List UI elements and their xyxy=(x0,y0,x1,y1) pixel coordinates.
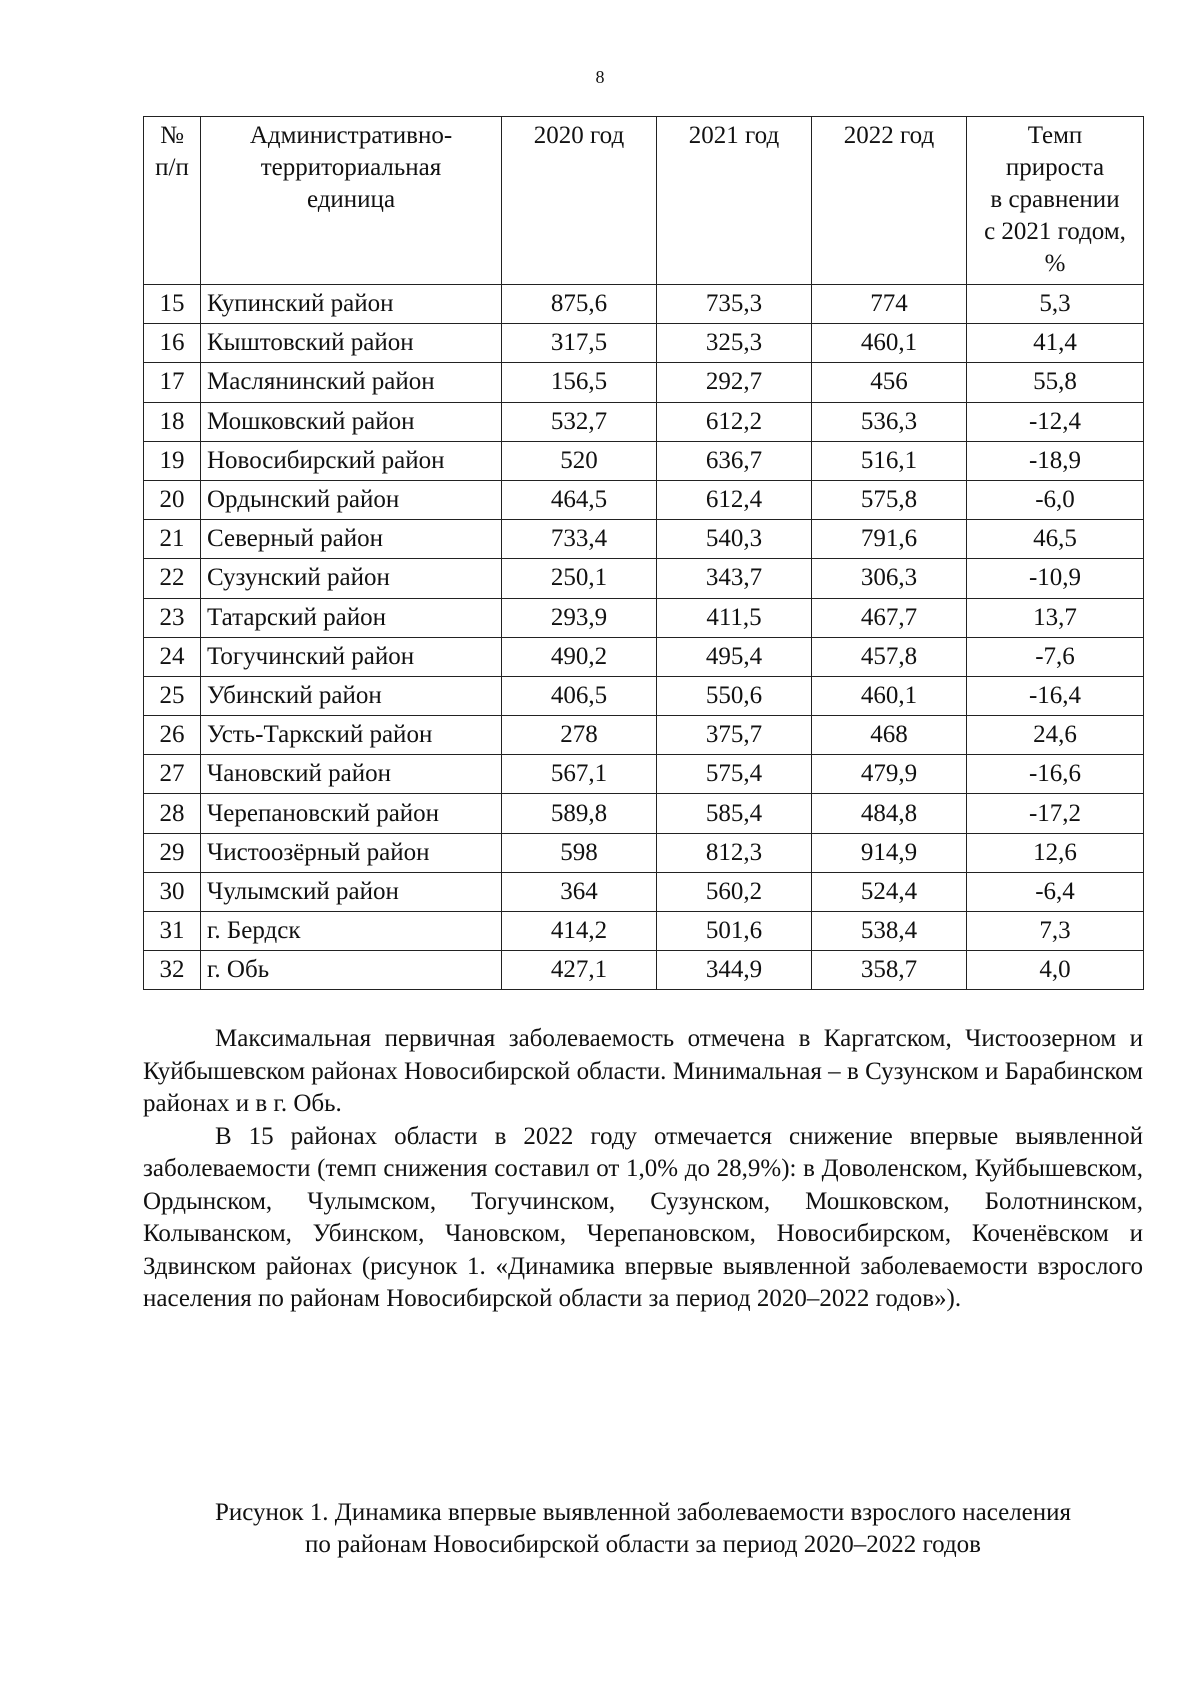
cell-name: Маслянинский район xyxy=(201,363,502,402)
cell-y2022: 456 xyxy=(812,363,967,402)
cell-y2022: 524,4 xyxy=(812,872,967,911)
cell-name: Чулымский район xyxy=(201,872,502,911)
cell-name: Черепановский район xyxy=(201,794,502,833)
cell-y2022: 516,1 xyxy=(812,441,967,480)
header-2022 xyxy=(812,117,967,285)
cell-rate: -6,4 xyxy=(967,872,1144,911)
cell-num: 18 xyxy=(144,402,201,441)
cell-y2022: 460,1 xyxy=(812,676,967,715)
table-row xyxy=(144,716,1144,755)
cell-name: г. Бердск xyxy=(201,912,502,951)
cell-rate: 4,0 xyxy=(967,951,1144,990)
cell-num: 16 xyxy=(144,324,201,363)
header-2020-label: 2020 год xyxy=(533,122,625,149)
cell-y2021: 612,2 xyxy=(657,402,812,441)
header-name xyxy=(201,117,502,285)
header-rate xyxy=(967,117,1144,285)
cell-y2021: 550,6 xyxy=(657,676,812,715)
header-2022-label: 2022 год xyxy=(843,122,935,149)
cell-y2021: 636,7 xyxy=(657,441,812,480)
cell-y2022: 358,7 xyxy=(812,951,967,990)
cell-y2022: 774 xyxy=(812,285,967,324)
cell-rate: 13,7 xyxy=(967,598,1144,637)
cell-y2020: 598 xyxy=(502,833,657,872)
cell-num: 31 xyxy=(144,912,201,951)
cell-y2020: 875,6 xyxy=(502,285,657,324)
cell-y2021: 812,3 xyxy=(657,833,812,872)
cell-name: Татарский район xyxy=(201,598,502,637)
cell-y2020: 733,4 xyxy=(502,520,657,559)
cell-y2020: 250,1 xyxy=(502,559,657,598)
cell-rate: 24,6 xyxy=(967,716,1144,755)
table-row xyxy=(144,363,1144,402)
cell-y2022: 484,8 xyxy=(812,794,967,833)
table-row xyxy=(144,402,1144,441)
header-rate-label: Темп прироста в сравнении с 2021 годом, % xyxy=(984,122,1126,277)
cell-y2022: 468 xyxy=(812,716,967,755)
cell-name: Мошковский район xyxy=(201,402,502,441)
table-row xyxy=(144,285,1144,324)
cell-rate: 7,3 xyxy=(967,912,1144,951)
cell-name: Новосибирский район xyxy=(201,441,502,480)
cell-y2021: 585,4 xyxy=(657,794,812,833)
figure-caption-line-2: по районам Новосибирской области за период 2020–2022 годов xyxy=(305,1531,981,1558)
table-header-row xyxy=(144,117,1144,285)
cell-rate: 5,3 xyxy=(967,285,1144,324)
cell-y2021: 375,7 xyxy=(657,716,812,755)
cell-y2021: 495,4 xyxy=(657,637,812,676)
cell-num: 24 xyxy=(144,637,201,676)
header-num-label: № п/п xyxy=(155,122,189,181)
cell-num: 21 xyxy=(144,520,201,559)
table-row xyxy=(144,676,1144,715)
cell-name: Чистоозёрный район xyxy=(201,833,502,872)
cell-num: 32 xyxy=(144,951,201,990)
cell-y2020: 520 xyxy=(502,441,657,480)
cell-y2021: 411,5 xyxy=(657,598,812,637)
cell-y2020: 589,8 xyxy=(502,794,657,833)
cell-rate: -6,0 xyxy=(967,480,1144,519)
paragraph-1: Максимальная первичная заболеваемость отмечена в Каргатском, Чистоозерном и Куйбышевском районах Новосибирской области. Минимальная – в Сузунском и Барабинском районах и в г. Обь. xyxy=(143,1025,1143,1117)
figure-caption-line-1: Рисунок 1. Динамика впервые выявленной заболеваемости взрослого населения xyxy=(214,1499,1072,1526)
figure-caption xyxy=(143,1497,1143,1561)
cell-y2020: 293,9 xyxy=(502,598,657,637)
cell-name: Кыштовский район xyxy=(201,324,502,363)
page-number: 8 xyxy=(595,67,605,87)
cell-y2020: 427,1 xyxy=(502,951,657,990)
cell-y2022: 467,7 xyxy=(812,598,967,637)
table-row xyxy=(144,637,1144,676)
cell-num: 26 xyxy=(144,716,201,755)
cell-rate: -16,4 xyxy=(967,676,1144,715)
table-row xyxy=(144,441,1144,480)
table-row xyxy=(144,951,1144,990)
cell-rate: 55,8 xyxy=(967,363,1144,402)
table-row xyxy=(144,833,1144,872)
cell-num: 25 xyxy=(144,676,201,715)
cell-y2021: 501,6 xyxy=(657,912,812,951)
cell-name: Купинский район xyxy=(201,285,502,324)
cell-y2021: 735,3 xyxy=(657,285,812,324)
cell-y2022: 479,9 xyxy=(812,755,967,794)
cell-y2020: 406,5 xyxy=(502,676,657,715)
cell-y2021: 343,7 xyxy=(657,559,812,598)
cell-y2020: 490,2 xyxy=(502,637,657,676)
cell-y2020: 278 xyxy=(502,716,657,755)
cell-y2022: 575,8 xyxy=(812,480,967,519)
cell-rate: -18,9 xyxy=(967,441,1144,480)
cell-rate: -17,2 xyxy=(967,794,1144,833)
cell-name: Чановский район xyxy=(201,755,502,794)
cell-rate: 41,4 xyxy=(967,324,1144,363)
cell-y2022: 457,8 xyxy=(812,637,967,676)
cell-y2022: 306,3 xyxy=(812,559,967,598)
cell-num: 15 xyxy=(144,285,201,324)
body-text xyxy=(143,1023,1143,1316)
header-num xyxy=(144,117,201,285)
cell-y2020: 414,2 xyxy=(502,912,657,951)
cell-y2022: 460,1 xyxy=(812,324,967,363)
cell-rate: -10,9 xyxy=(967,559,1144,598)
cell-y2021: 575,4 xyxy=(657,755,812,794)
table-row xyxy=(144,872,1144,911)
cell-name: Ордынский район xyxy=(201,480,502,519)
cell-y2021: 560,2 xyxy=(657,872,812,911)
table-row xyxy=(144,794,1144,833)
cell-rate: -12,4 xyxy=(967,402,1144,441)
paragraph-2: В 15 районах области в 2022 году отмечается снижение впервые выявленной заболеваемости (темп снижения составил от 1,0% до 28,9%): в Доволенском, Куйбышевском, Ордынском, Чулымском, Тогучинском, Сузунском, Мошковском, Болотнинском, Колыванском, Убинском, Чановском, Черепановском, Новосибирском, Коченёвском и Здвинском районах (рисунок 1. «Динамика впервые выявленной заболеваемости взрослого населения по районам Новосибирской области за период 2020–2022 годов»). xyxy=(143,1122,1143,1312)
table-row xyxy=(144,520,1144,559)
cell-y2021: 612,4 xyxy=(657,480,812,519)
cell-num: 22 xyxy=(144,559,201,598)
table-body xyxy=(144,285,1144,990)
cell-y2022: 914,9 xyxy=(812,833,967,872)
cell-y2021: 292,7 xyxy=(657,363,812,402)
header-2020 xyxy=(502,117,657,285)
cell-rate: -16,6 xyxy=(967,755,1144,794)
cell-y2020: 317,5 xyxy=(502,324,657,363)
cell-num: 27 xyxy=(144,755,201,794)
table-row xyxy=(144,480,1144,519)
cell-y2021: 344,9 xyxy=(657,951,812,990)
table-row xyxy=(144,559,1144,598)
cell-num: 23 xyxy=(144,598,201,637)
cell-y2020: 156,5 xyxy=(502,363,657,402)
table-row xyxy=(144,912,1144,951)
cell-y2021: 540,3 xyxy=(657,520,812,559)
cell-name: Сузунский район xyxy=(201,559,502,598)
header-name-label: Административно- территориальная единица xyxy=(249,122,453,213)
cell-name: Усть-Таркский район xyxy=(201,716,502,755)
cell-y2022: 538,4 xyxy=(812,912,967,951)
header-2021-label: 2021 год xyxy=(688,122,780,149)
cell-name: Северный район xyxy=(201,520,502,559)
cell-name: г. Обь xyxy=(201,951,502,990)
cell-num: 17 xyxy=(144,363,201,402)
cell-rate: 46,5 xyxy=(967,520,1144,559)
cell-y2021: 325,3 xyxy=(657,324,812,363)
cell-y2020: 532,7 xyxy=(502,402,657,441)
cell-y2020: 567,1 xyxy=(502,755,657,794)
incidence-table xyxy=(143,116,1144,990)
cell-num: 29 xyxy=(144,833,201,872)
table-row xyxy=(144,324,1144,363)
cell-y2020: 364 xyxy=(502,872,657,911)
header-2021 xyxy=(657,117,812,285)
cell-name: Убинский район xyxy=(201,676,502,715)
table-row xyxy=(144,598,1144,637)
cell-num: 30 xyxy=(144,872,201,911)
cell-num: 19 xyxy=(144,441,201,480)
cell-y2020: 464,5 xyxy=(502,480,657,519)
cell-y2022: 536,3 xyxy=(812,402,967,441)
cell-num: 20 xyxy=(144,480,201,519)
cell-y2022: 791,6 xyxy=(812,520,967,559)
table-row xyxy=(144,755,1144,794)
cell-rate: 12,6 xyxy=(967,833,1144,872)
cell-num: 28 xyxy=(144,794,201,833)
cell-name: Тогучинский район xyxy=(201,637,502,676)
cell-rate: -7,6 xyxy=(967,637,1144,676)
